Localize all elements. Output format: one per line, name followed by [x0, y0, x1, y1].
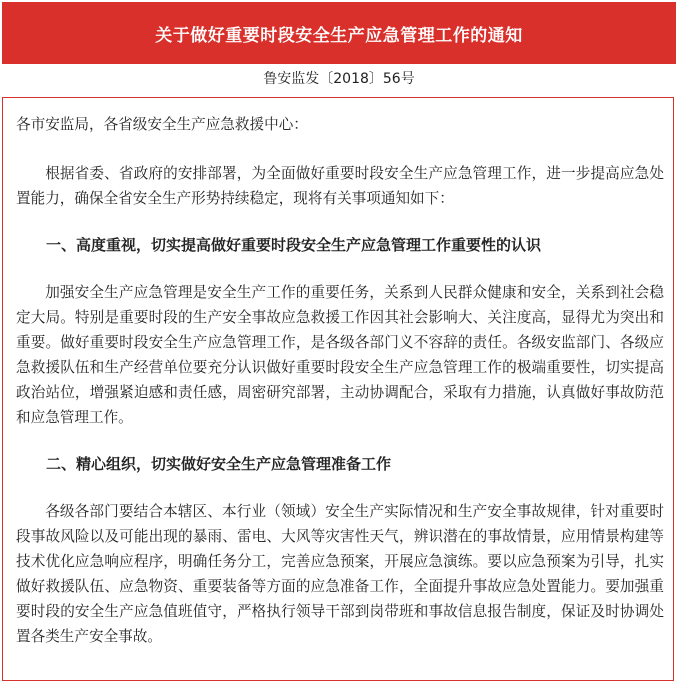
section-heading-2: 二、精心组织，切实做好安全生产应急管理准备工作: [46, 455, 392, 473]
section-paragraph-1: 加强安全生产应急管理是安全生产工作的重要任务，关系到人民群众健康和安全，关系到社会稳定大局。特别是重要时段的生产安全事故应急救援工作因其社会影响大、关注度高，显得尤为突出和重要。做好重要时段安全生产应急管理工作，是各级各部门义不容辞的责任。各级安监部门、各级应急救援队伍和生产经营单位要充分认识做好重要时段安全生产应急管理工作的极端重要性，切实提高政治站位，增强紧迫感和责任感，周密研究部署，主动协调配合，采取有力措施，认真做好事故防范和应急管理工作。: [16, 284, 664, 426]
salutation: 各市安监局，各省级安全生产应急救援中心：: [16, 116, 308, 133]
section-heading-1: 一、高度重视，切实提高做好重要时段安全生产应急管理工作重要性的认识: [46, 236, 542, 254]
document-body: [16, 112, 664, 649]
title-banner: [2, 2, 676, 64]
section-paragraph-2: 各级各部门要结合本辖区、本行业（领域）安全生产实际情况和生产安全事故规律，针对重要时段事故风险以及可能出现的暴雨、雷电、大风等灾害性天气，辨识潜在的事故情景，应用情景构建等技术优化应急响应程序，明确任务分工，完善应急预案，开展应急演练。要以应急预案为引导，扎实做好救援队伍、应急物资、重要装备等方面的应急准备工作，全面提升事故应急处置能力。要加强重要时段的安全生产应急值班值守，严格执行领导干部到岗带班和事故信息报告制度，保证及时协调处置各类生产安全事故。: [16, 503, 664, 645]
intro-paragraph: 根据省委、省政府的安排部署，为全面做好重要时段安全生产应急管理工作，进一步提高应急处置能力，确保全省安全生产形势持续稳定，现将有关事项通知如下：: [16, 165, 664, 207]
document-number: 鲁安监发〔2018〕56号: [263, 71, 415, 87]
document-title: 关于做好重要时段安全生产应急管理工作的通知: [155, 25, 523, 46]
